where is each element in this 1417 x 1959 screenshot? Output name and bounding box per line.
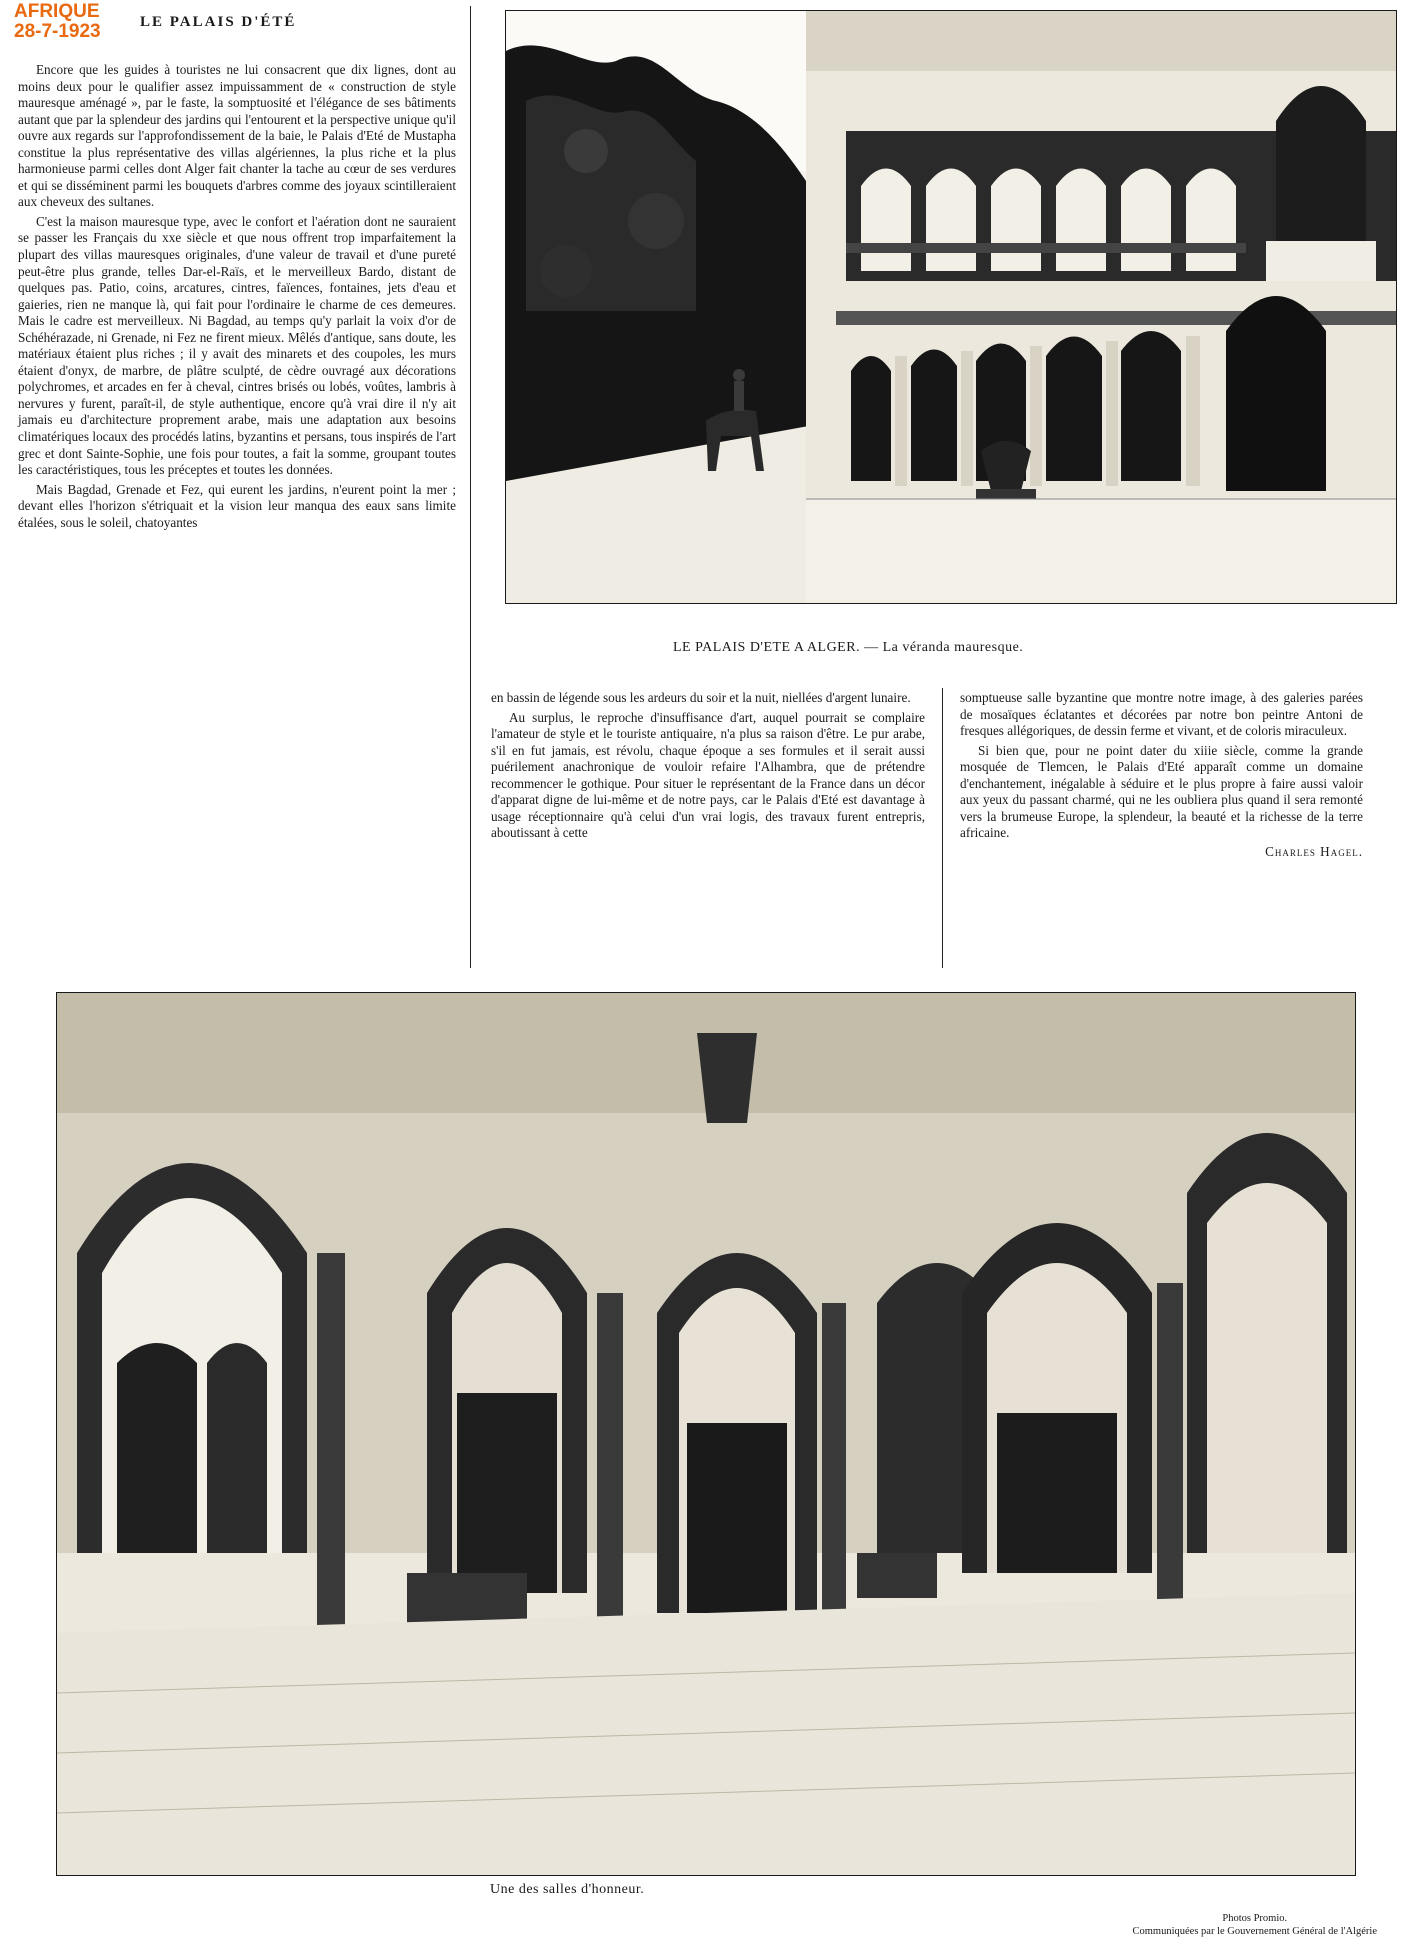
article-column-3 (960, 690, 1363, 860)
hall-photo-caption: Une des salles d'honneur. (490, 1882, 645, 1897)
stamp-date: 28-7-1923 (14, 21, 101, 42)
article-column-1 (18, 62, 456, 531)
stamp-source: AFRIQUE (14, 1, 100, 22)
paragraph: en bassin de légende sous les ardeurs du soir et la nuit, niellées d'argent lunaire. (491, 690, 911, 705)
credits-line-2: Communiquées par le Gouvernement Général de l'Algérie (1132, 1926, 1377, 1937)
column-divider (942, 688, 943, 968)
archive-stamp (14, 2, 101, 42)
paragraph: C'est la maison mauresque type, avec le confort et l'aération dont ne sauraient se passer les Français du xxe siècle et que nous offrent trop imparfaitement la plupart des villas mauresques originales, d'une valeur de travail et d'une pureté peut-être plus grande, telles Dar-el-Raïs, et le merveilleux Bardo, distant de quelques pas. Patio, coins, arcatures, cintres, faïences, fontaines, jets d'eau et gaieries, rien ne manque là, qui fait pour l'ordinaire le charme de ces demeures. Mais le cadre est merveilleux. Ni Bagdad, au temps qu'y parlait la voix d'or de Schéhérazade, ni Grenade, ni Fez ne firent mieux. Mêlés d'antique, sans doute, les matériaux étaient plus riches ; il y avait des minarets et des coupoles, les murs étaient d'onyx, de marbre, de plâtre sculpté, de cèdre ouvragé aux décorations polychromes, et arcades en fer à cheval, cintres brisés ou lobés, voûtes, lambris à nervures y furent, paraît-il, de style authentique, encore qu'à vrai dire il n'y ait jamais eu d'architecture proprement arabe, mais une adaptation aux besoins climatériques locaux des procédés latins, byzantins et persans, tous inspirés de l'art grec et dont Sainte-Sophie, une fois pour toutes, a fait la somme, groupant toutes les caractéristiques, tous les préceptes et toutes les données. (18, 213, 456, 478)
paragraph: somptueuse salle byzantine que montre notre image, à des galeries parées de mosaïques éclatantes et décorées par notre bon peintre Antoni de fresques allégoriques, de dessin ferme et vivant, et de coloris miraculeux. (960, 690, 1363, 739)
article-column-2 (491, 690, 925, 842)
paragraph: Encore que les guides à touristes ne lui consacrent que dix lignes, dont au moins deux pour le qualifier assez impuissamment de « construction de style mauresque aménagé », par le faste, la somptuosité et l'élégance de ses bâtiments autant que par la splendeur des jardins qui l'entourent et la perspective unique qu'il ouvre aux regards sur l'approfondissement de la baie, le Palais d'Eté de Mustapha constitue la plus représentative des villas algériennes, la plus riche et la plus harmonieuse parmi celles dont Alger fait chanter la tache au cœur de ses verdures et qui se disséminent parmi les bouquets d'arbres comme des joyaux scintilleraient aux cheveux des sultanes. (18, 62, 456, 210)
paragraph: Si bien que, pour ne point dater du xiiie siècle, comme la grande mosquée de Tlemcen, le Palais d'Eté apparaît comme un domaine d'enchantement, inégalable à séduire et le plus propre à faire aussi valoir aux yeux du passant charmé, qui ne les oubliera plus quand il sera remonté vers la brumeuse Europe, la splendeur, la beauté et la richesse de la terre africaine. (960, 742, 1363, 841)
veranda-photo-caption: LE PALAIS D'ETE A ALGER. — La véranda mauresque. (673, 640, 1024, 655)
column-divider (470, 6, 471, 968)
veranda-photo (505, 10, 1397, 604)
hall-of-honour-photo (56, 992, 1356, 1876)
paragraph: Mais Bagdad, Grenade et Fez, qui eurent les jardins, n'eurent point la mer ; devant elles l'horizon s'étriquait et la vision leur manqua des eaux sans limite étalées, sous le soleil, chatoyantes (18, 481, 456, 530)
photo-credits (1133, 1912, 1377, 1938)
credits-line-1: Photos Promio. (1222, 1913, 1288, 1924)
author-signature: Charles Hagel. (1265, 843, 1363, 859)
paragraph: Au surplus, le reproche d'insuffisance d'art, auquel pourrait se complaire l'amateur de style et le touriste antiquaire, n'a plus sa raison d'être. Le pur arabe, s'il en fut jamais, est révolu, chaque époque a ses formules et il serait aussi puérilement anachronique de vouloir refaire l'Alhambra, que de prétendre recommencer le gothique. Pour situer le représentant de la France dans un décor d'apparat digne de lui-même et de notre pays, car le Palais d'Eté est davantage à usage réceptionnaire qu'à celui d'un vrai logis, des travaux furent entrepris, aboutissant à cette (491, 709, 925, 841)
article-title: LE PALAIS D'ÉTÉ (140, 14, 297, 30)
